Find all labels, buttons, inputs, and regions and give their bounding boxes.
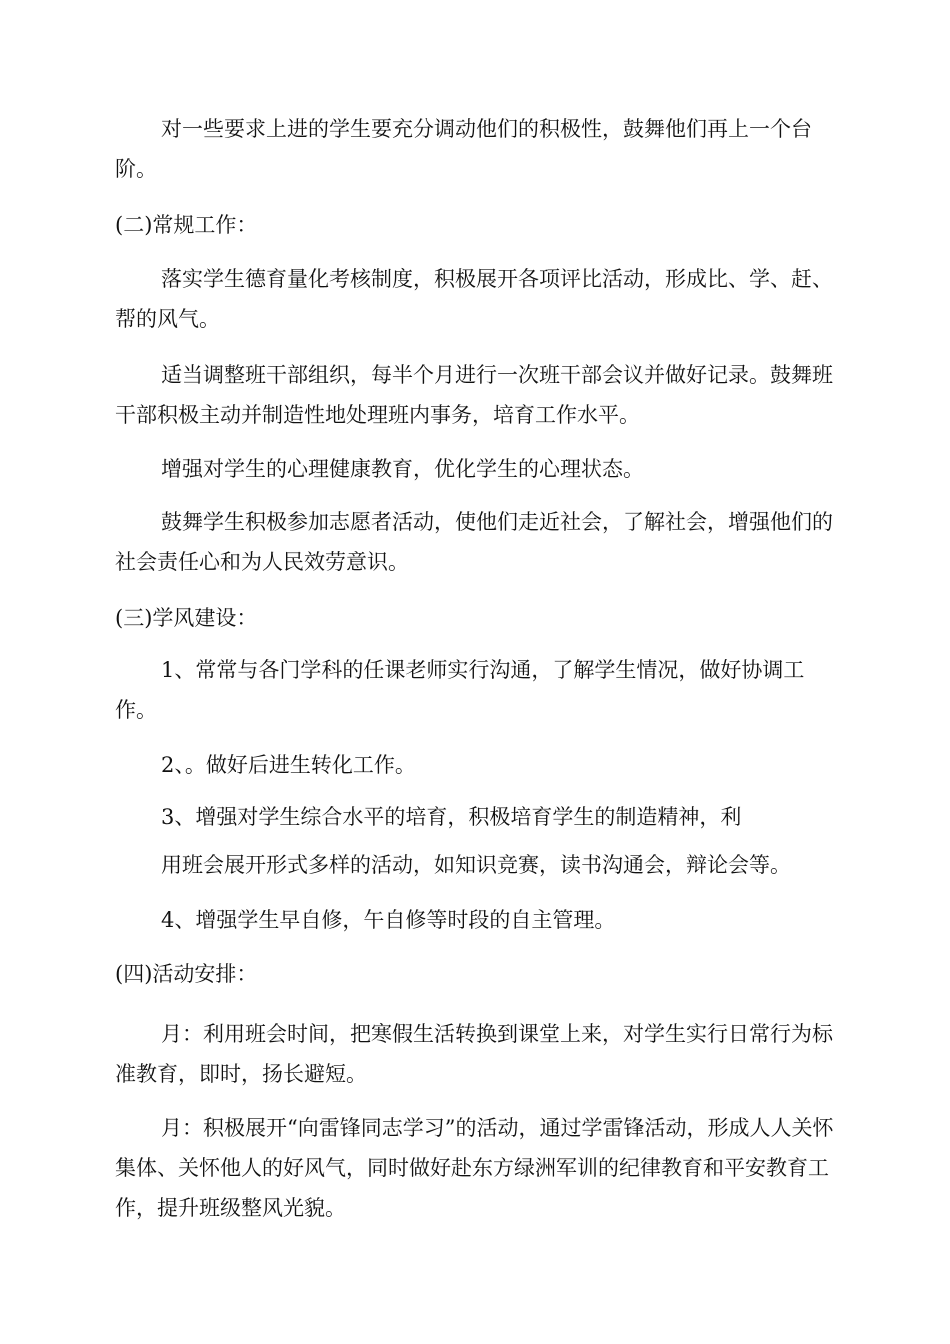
paragraph-mental-health: 增强对学生的心理健康教育，优化学生的心理状态。 xyxy=(161,457,644,481)
list-item-4: 4、增强学生早自修，午自修等时段的自主管理。 xyxy=(161,908,616,932)
paragraph-class-cadres: 适当调整班干部组织，每半个月进行一次班干部会议并做好记录。鼓舞班干部积极主动并制造性地处理班内事务，培育工作水平。 xyxy=(115,363,833,427)
section-heading-study-style: (三)学风建设： xyxy=(115,606,258,630)
paragraph-activity-month-1: 月：利用班会时间，把寒假生活转换到课堂上来，对学生实行日常行为标准教育，即时，扬长避短。 xyxy=(115,1022,833,1086)
paragraph-volunteer: 鼓舞学生积极参加志愿者活动，使他们走近社会，了解社会，增强他们的社会责任心和为人民效劳意识。 xyxy=(115,510,833,574)
list-item-3-continuation: 用班会展开形式多样的活动，如知识竞赛，读书沟通会，辩论会等。 xyxy=(161,853,791,877)
list-item-2: 2、。做好后进生转化工作。 xyxy=(161,753,416,777)
paragraph-activity-month-2: 月：积极展开“向雷锋同志学习”的活动，通过学雷锋活动，形成人人关怀集体、关怀他人的好风气，同时做好赴东方绿洲军训的纪律教育和平安教育工作，提升班级整风光貌。 xyxy=(115,1116,834,1220)
section-heading-activities: (四)活动安排： xyxy=(115,962,258,986)
section-heading-routine-work: (二)常规工作： xyxy=(115,213,258,237)
list-item-3: 3、增强对学生综合水平的培育，积极培育学生的制造精神，利 xyxy=(161,805,742,829)
paragraph-moral-assessment: 落实学生德育量化考核制度，积极展开各项评比活动，形成比、学、赶、帮的风气。 xyxy=(115,267,833,331)
list-item-1: 1、常常与各门学科的任课老师实行沟通，了解学生情况，做好协调工作。 xyxy=(115,658,805,722)
paragraph-motivate-students: 对一些要求上进的学生要充分调动他们的积极性，鼓舞他们再上一个台阶。 xyxy=(115,117,812,181)
